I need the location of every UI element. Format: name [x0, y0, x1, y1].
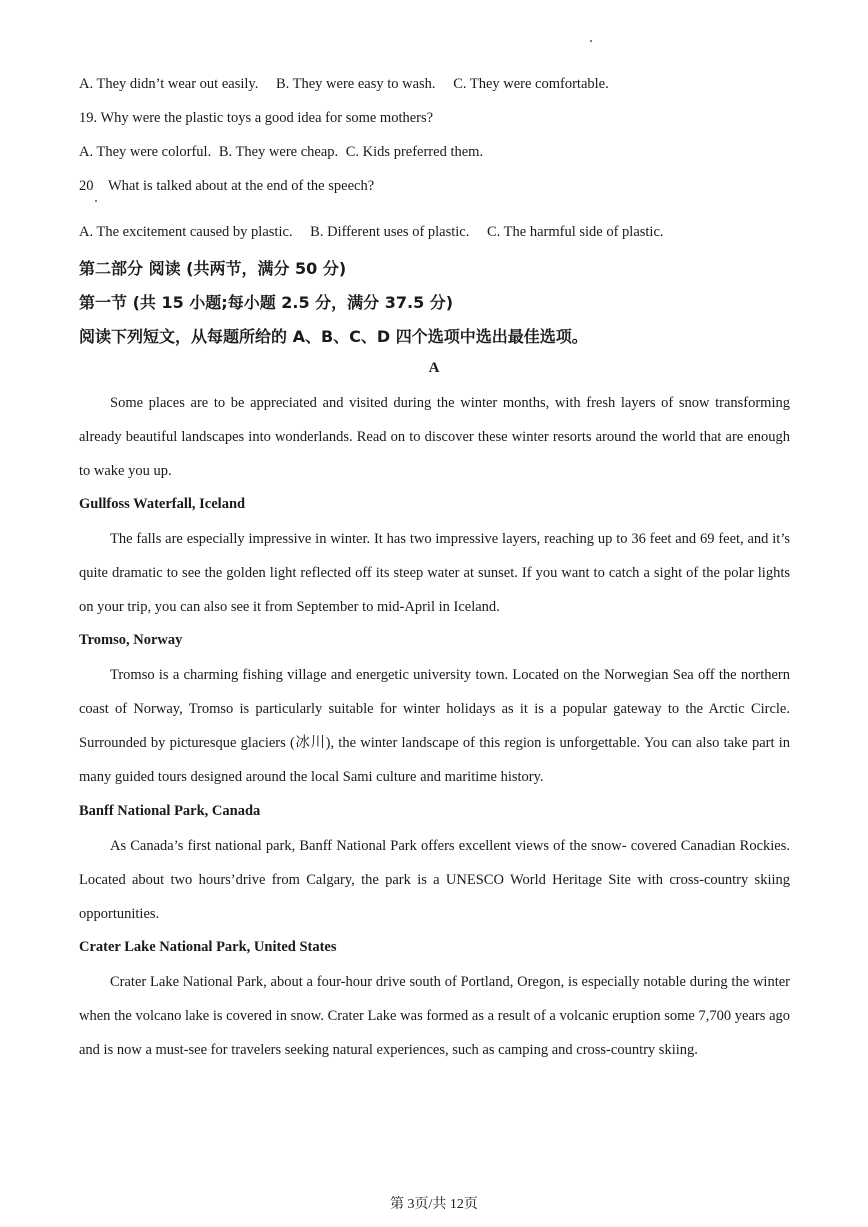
section-title-banff: Banff National Park, Canada: [79, 803, 261, 819]
q18-option-c: C. They were comfortable.: [453, 76, 609, 92]
q18-option-a: A. They didn’t wear out easily.: [79, 76, 259, 92]
scan-dot: [95, 200, 97, 202]
q19-options: [79, 143, 497, 161]
subsection-heading: 第一节 (共 15 小题;每小题 2.5 分，满分 37.5 分): [79, 293, 454, 312]
q20-question: 20 What is talked about at the end of the speech?: [79, 178, 375, 194]
q19-option-a: A. They were colorful.: [79, 144, 212, 160]
section-text-banff: As Canada’s first national park, Banff National Park offers excellent views of the snow- covered Canadian Rockies. Located about two hours’drive from Calgary, the park is a UNESCO World Heritage Site with cross-country skiing opportunities.: [79, 838, 790, 922]
q20-option-b: B. Different uses of plastic.: [310, 224, 470, 240]
reading-instruction: 阅读下列短文，从每题所给的 A、B、C、D 四个选项中选出最佳选项。: [79, 327, 588, 346]
section-title-crater-lake: Crater Lake National Park, United States: [79, 939, 337, 955]
q18-options: [79, 75, 623, 93]
section-title-tromso: Tromso, Norway: [79, 632, 183, 648]
q18-option-b: B. They were easy to wash.: [275, 76, 436, 92]
q19-option-c: C. Kids preferred them.: [345, 144, 484, 160]
scan-dot: [590, 40, 592, 42]
section-text-gullfoss: The falls are especially impressive in winter. It has two impressive layers, reaching up to 36 feet and 69 feet, and it’s quite dramatic to see the golden light reflected off its steep water at sunset. If you want to catch a sight of the polar lights on your trip, you can also see it from September to mid-April in Iceland.: [79, 531, 790, 615]
page-footer: 第 3页/共 12页: [390, 1197, 478, 1212]
q19-question: 19. Why were the plastic toys a good idea for some mothers?: [79, 110, 434, 126]
section-text-tromso: Tromso is a charming fishing village and energetic university town. Located on the Norwegian Sea off the northern coast of Norway, Tromso is particularly suitable for winter holidays as it is a popular gateway to the Arctic Circle. Surrounded by picturesque glaciers (冰川), the winter landscape of this region is unforgettable. You can also take part in many guided tours designed around the local Sami culture and maritime history.: [79, 667, 790, 785]
q20-option-c: C. The harmful side of plastic.: [487, 224, 664, 240]
passage-intro: Some places are to be appreciated and visited during the winter months, with fresh layers of snow transforming already beautiful landscapes into wonderlands. Read on to discover these winter resorts around the world that are enough to wake you up.: [79, 395, 790, 479]
section-text-crater-lake: Crater Lake National Park, about a four-hour drive south of Portland, Oregon, is especially notable during the winter when the volcano lake is covered in snow. Crater Lake was formed as a result of a volcanic eruption some 7,700 years ago and is now a must-see for travelers seeking natural experiences, such as camping and cross-country skiing.: [79, 974, 790, 1058]
q20-option-a: A. The excitement caused by plastic.: [79, 224, 293, 240]
section-heading: 第二部分 阅读 (共两节，满分 50 分): [79, 259, 347, 278]
q20-options: [79, 223, 678, 241]
section-title-gullfoss: Gullfoss Waterfall, Iceland: [79, 496, 246, 512]
passage-title: A: [428, 360, 440, 376]
q19-option-b: B. They were cheap.: [218, 144, 339, 160]
